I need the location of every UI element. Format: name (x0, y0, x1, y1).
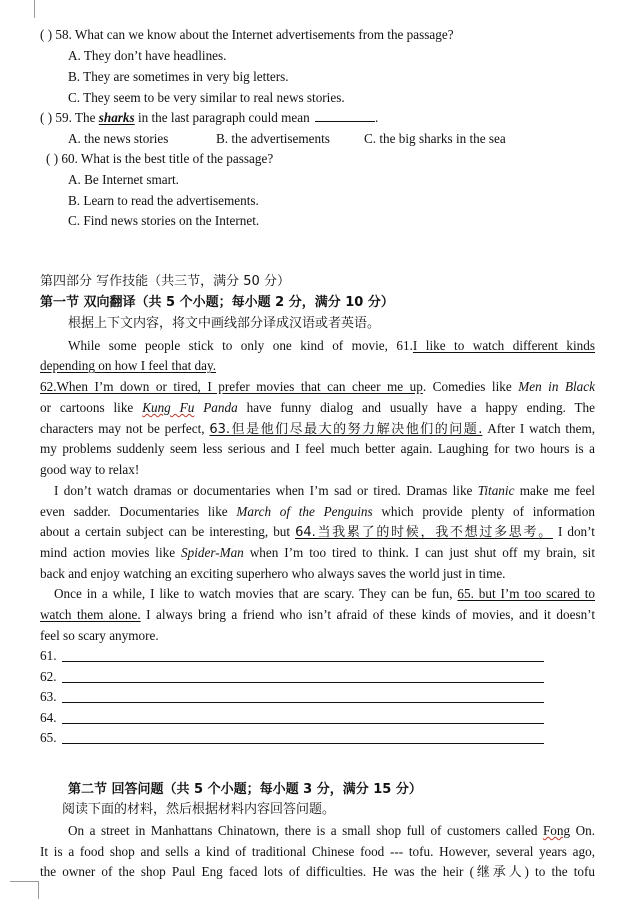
chinese-gloss: 继承人 (473, 865, 525, 880)
passage1-line (40, 503, 595, 520)
question-60: ( ) 60. What is the best title of the passage? (46, 151, 274, 166)
q59-prefix: ( ) 59. The (40, 110, 99, 125)
option-59a: A. the news stories (68, 131, 169, 146)
answer-line-64[interactable] (62, 723, 544, 724)
answer-label-62: 62. (40, 669, 57, 684)
underlined-64: 64.当我累了的时候，我不想过多思考。 (295, 525, 553, 540)
text-run: I don’t watch dramas or documentaries when I’m sad or tired. Dramas like (54, 483, 478, 498)
passage1-line (40, 420, 595, 438)
option-60a: A. Be Internet smart. (68, 172, 179, 187)
text-run: make me feel (514, 483, 595, 498)
passage1-line (54, 482, 595, 499)
passage1-line (68, 337, 595, 354)
section2-title: 第二节 回答问题（共 5 个小题；每小题 3 分，满分 15 分） (68, 782, 422, 797)
option-60b: B. Learn to read the advertisements. (68, 193, 259, 208)
text-run: about a certain subject can be interesting, but (40, 524, 296, 539)
passage1-line (40, 606, 595, 623)
text-run: . Comedies like (422, 379, 519, 394)
underlined-62: 62.When I’m down or tired, I prefer movies that can cheer me up (40, 379, 423, 394)
text-run: when I’m too tired to think. I can just shut off my brain, sit (243, 545, 596, 560)
text-run: On a street in Manhattans Chinatown, there is a small shop full of customers called (68, 823, 543, 838)
text-run: ) to the tofu (524, 864, 595, 879)
section1-instruction: 根据上下文内容，将文中画线部分译成汉语或者英语。 (68, 316, 381, 331)
page-corner-mark-bottom (10, 881, 39, 899)
passage1-line: good way to relax! (40, 462, 140, 477)
page-corner-mark-top (34, 0, 35, 18)
underlined-65: watch them alone. (40, 607, 141, 622)
q59-end: . (375, 110, 379, 125)
text-run: or cartoons like (40, 400, 143, 415)
answer-line-63[interactable] (62, 702, 544, 703)
text-run: even sadder. Documentaries like (40, 504, 237, 519)
question-59 (40, 109, 378, 126)
movie-title: Men in Black (518, 379, 595, 394)
text-run: I don’t (552, 524, 595, 539)
q59-suffix: in the last paragraph could mean (134, 110, 310, 125)
movie-title: March of the Penguins (236, 504, 373, 519)
text-run: mind action movies like (40, 545, 182, 560)
movie-title: Kung Fu (142, 400, 195, 415)
answer-blank (315, 109, 375, 122)
underlined-61: depending on how I feel that day. (40, 358, 217, 373)
answer-label-65: 65. (40, 730, 57, 745)
passage1-line (40, 378, 595, 395)
text-run: the owner of the shop Paul Eng faced lots of difficulties. He was the heir ( (40, 864, 474, 879)
passage1-line (54, 585, 595, 602)
answer-line-65[interactable] (62, 743, 544, 744)
text-run: I always bring a friend who isn’t afraid of these kinds of movies, and it doesn’t (140, 607, 595, 622)
option-59c: C. the big sharks in the sea (364, 131, 506, 146)
underlined-61: I like to watch different kinds (412, 338, 595, 353)
text-run: Once in a while, I like to watch movies that are scary. They can be fun, (54, 586, 458, 601)
movie-title: Titanic (477, 483, 515, 498)
passage1-line (40, 399, 595, 416)
part4-title: 第四部分 写作技能（共三节，满分 50 分） (40, 274, 290, 289)
option-60c: C. Find news stories on the Internet. (68, 213, 260, 228)
section2-instruction: 阅读下面的材料，然后根据材料内容回答问题。 (62, 802, 336, 817)
text-run: After I watch them, (482, 421, 596, 436)
option-58a: A. They don’t have headlines. (68, 48, 227, 63)
passage2-line (40, 843, 595, 860)
passage1-line (40, 440, 595, 457)
q59-keyword: sharks (98, 110, 135, 125)
text-run: characters may not be perfect, (40, 421, 210, 436)
passage2-line (68, 822, 595, 839)
text-run: have funny dialog and usually have a happy ending. The (237, 400, 596, 415)
text-run: my problems suddenly seem less serious and I feel much better again. Laughing for two hours is a (40, 441, 595, 456)
option-59b: B. the advertisements (216, 131, 330, 146)
answer-label-64: 64. (40, 710, 57, 725)
answer-label-61: 61. (40, 648, 57, 663)
passage1-line: feel so scary anymore. (40, 628, 159, 643)
text-run: While some people stick to only one kind of movie, 61. (68, 338, 413, 353)
movie-title: Spider-Man (181, 545, 244, 560)
shop-name: Fong (542, 823, 571, 838)
passage1-line (40, 544, 595, 561)
answer-label-63: 63. (40, 689, 57, 704)
passage1-line (40, 523, 595, 541)
option-58b: B. They are sometimes in very big letters. (68, 69, 289, 84)
movie-title: Panda (194, 400, 238, 415)
section1-title: 第一节 双向翻译（共 5 个小题；每小题 2 分，满分 10 分） (40, 295, 394, 310)
answer-line-61[interactable] (62, 661, 544, 662)
question-58: ( ) 58. What can we know about the Internet advertisements from the passage? (40, 27, 454, 42)
text-run: which provide plenty of information (372, 504, 595, 519)
underlined-63: 63.但是他们尽最大的努力解决他们的问题. (209, 422, 483, 437)
answer-line-62[interactable] (62, 682, 544, 683)
underlined-65: 65. but I’m too scared to (457, 586, 595, 601)
passage1-line (40, 357, 216, 374)
passage1-line: back and enjoy watching an exciting superhero who always saves the world just in time. (40, 566, 506, 581)
passage2-line (40, 863, 595, 881)
text-run: It is a food shop and sells a kind of traditional Chinese food --- tofu. However, several years ago, (40, 844, 595, 859)
option-58c: C. They seem to be very similar to real news stories. (68, 90, 345, 105)
text-run: On. (570, 823, 595, 838)
